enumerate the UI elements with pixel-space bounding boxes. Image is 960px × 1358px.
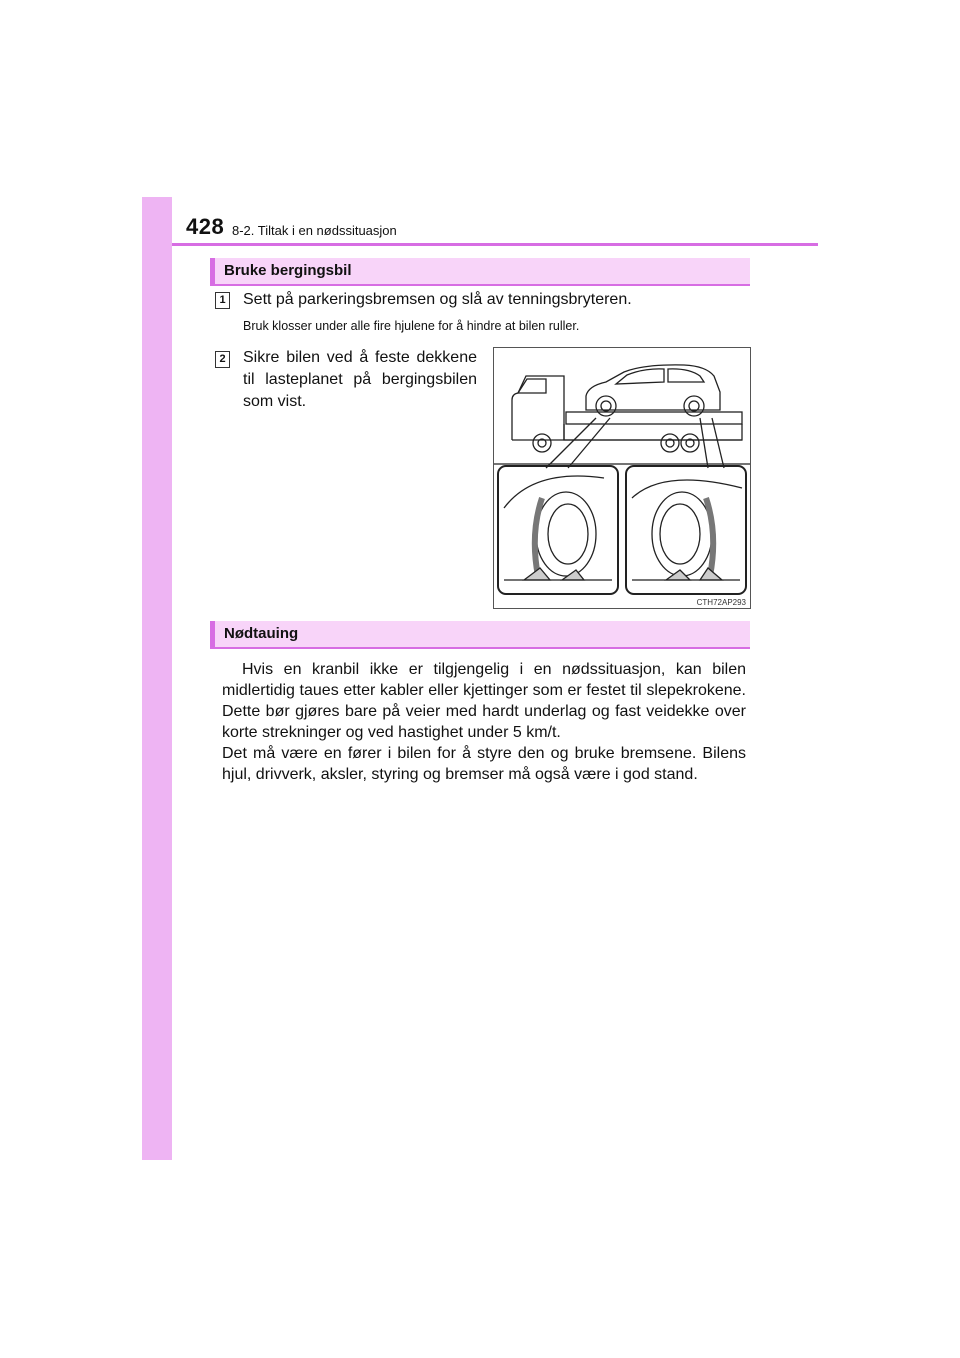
step-2-line-2: til lasteplanet på bergingsbilen <box>243 371 477 388</box>
step-2-line-1: Sikre bilen ved å feste dekkene <box>243 349 477 366</box>
towing-paragraph-2: Det må være en fører i bilen for å styre den og bruke bremsene. Bilens hjul, drivverk, aksler, styring og bremser må også være i god stand. <box>222 745 746 783</box>
figure-code: CTH72AP293 <box>696 598 746 607</box>
truck-cab-window <box>518 379 546 393</box>
callout-line-right-2 <box>712 418 724 468</box>
tie-down-strap-left <box>535 498 542 576</box>
section-title: Nødtauing <box>224 625 299 642</box>
truck-cab-outline <box>512 376 564 440</box>
car-front-wheel <box>596 396 616 416</box>
header-rule <box>172 243 818 246</box>
car-rear-wheel <box>684 396 704 416</box>
fender-left <box>504 476 604 508</box>
section-accent <box>210 258 215 286</box>
step-number-1: 1 <box>215 292 230 309</box>
section-title: Bruke bergingsbil <box>224 262 352 279</box>
towing-paragraphs <box>222 659 746 785</box>
car-window-rear <box>668 369 704 382</box>
section-heading-nodtauing <box>210 621 750 649</box>
chapter-heading: 8-2. Tiltak i en nødssituasjon <box>232 223 397 238</box>
wheel-chock-left-1 <box>524 568 550 580</box>
fender-right <box>632 480 742 498</box>
tow-truck-illustration <box>493 347 751 609</box>
tie-down-strap-right <box>706 498 713 576</box>
step-1-note: Bruk klosser under alle fire hjulene for å hindre at bilen ruller. <box>243 319 580 333</box>
car-window-front <box>616 369 664 384</box>
car-body <box>586 365 720 410</box>
truck-rear-wheel-2 <box>681 434 699 452</box>
step-1-text: Sett på parkeringsbremsen og slå av tenningsbryteren. <box>243 291 632 308</box>
wheel-chock-right-2 <box>700 568 722 580</box>
tow-truck-drawing <box>494 348 750 608</box>
section-accent <box>210 621 215 649</box>
towing-paragraph-1: Hvis en kranbil ikke er tilgjengelig i en nødssituasjon, kan bilen midlertidig taues etter kabler eller kjettinger som er festet til slepekrokene. Dette bør gjøres bare på veier med hardt underlag og fast veidekke over korte strekninger og ved hastighet under 5 km/t. <box>222 661 746 741</box>
side-tab-bar <box>142 197 172 1160</box>
truck-rear-wheel-1 <box>661 434 679 452</box>
page-number: 428 <box>186 214 225 239</box>
section-heading-bruke-bergingsbil <box>210 258 750 286</box>
callout-line-right <box>700 418 708 468</box>
step-2-text <box>243 347 477 413</box>
step-2-line-3: som vist. <box>243 393 307 410</box>
step-number-2: 2 <box>215 351 230 368</box>
truck-front-wheel <box>533 434 551 452</box>
